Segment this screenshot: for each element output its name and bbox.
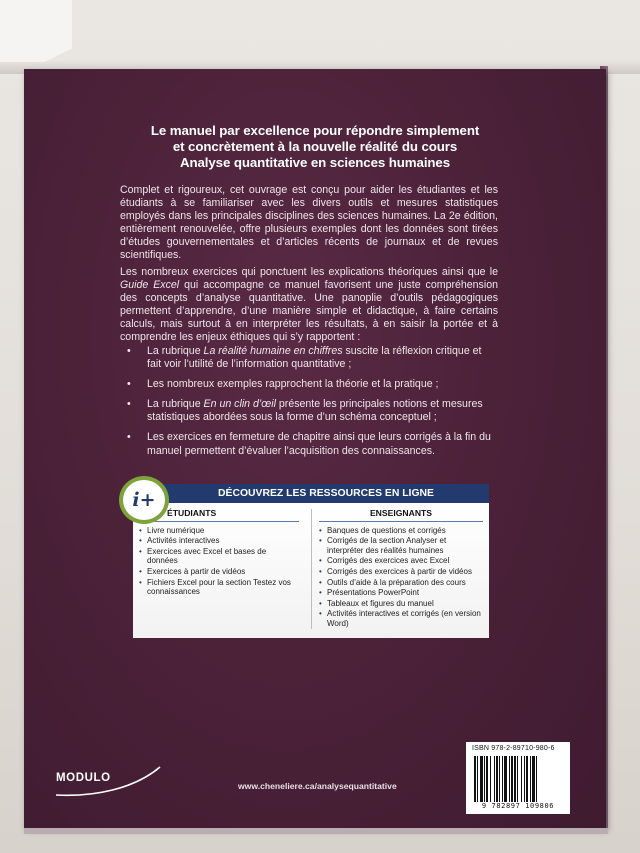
headline-line-2: et concrètement à la nouvelle réalité du cours — [172, 139, 458, 154]
teachers-column — [319, 509, 483, 630]
isbn-digits: 9 782897 109806 — [481, 802, 555, 810]
info-plus-badge-icon: i+ — [119, 476, 169, 524]
teacher-resource-item: • Corrigés de la section Analyser et interpréter des réalités humaines — [319, 536, 483, 555]
teacher-resource-item: • Banques de questions et corrigés — [319, 526, 483, 536]
teacher-resource-item: • Activités interactives et corrigés (en version Word) — [319, 609, 483, 628]
website-url: www.cheneliere.ca/analysequantitative — [238, 781, 397, 791]
teachers-title: ENSEIGNANTS — [369, 508, 433, 518]
divider-rule — [319, 521, 483, 522]
student-resource-item: • Exercices avec Excel et bases de données — [139, 547, 299, 566]
student-resource-item: • Fichiers Excel pour la section Testez vos connaissances — [139, 578, 299, 597]
headline-line-3: Analyse quantitative en sciences humaines — [179, 155, 451, 170]
feature-list — [122, 345, 498, 465]
intro-paragraph-2: Les nombreux exercices qui ponctuent les explications théoriques ainsi que le Guide Excel qui accompagne ce manuel favorisent une juste compréhension des concepts d’analyse quantitative. Une panoplie d’outils pédagogiques permettent d’apprendre, d’une manière simple et didactique, à faire certains calculs, mais surtout à en interpréter les résultats, à en saisir la portée et à comprendre les enjeux éthiques qui s’y rapportent : — [120, 266, 498, 344]
student-resource-item: • Livre numérique — [139, 526, 299, 536]
teacher-resource-item: • Corrigés des exercices avec Excel — [319, 556, 483, 566]
teachers-list — [319, 526, 483, 629]
barcode-icon — [474, 756, 562, 802]
headline-line-1: Le manuel par excellence pour répondre simplement — [150, 123, 480, 138]
divider-rule — [139, 521, 299, 522]
isbn-label: ISBN 978-2-89710-980-6 — [472, 745, 555, 752]
column-divider — [311, 509, 312, 629]
paper-corner — [0, 0, 72, 62]
teacher-resource-item: • Corrigés des exercices à partir de vidéos — [319, 567, 483, 577]
feature-item: • Les exercices en fermeture de chapitre ainsi que leurs corrigés à la fin du manuel permettent d’évaluer l’acquisition des connaissances. — [127, 431, 491, 457]
teacher-resource-item: • Tableaux et figures du manuel — [319, 599, 483, 609]
students-title: ÉTUDIANTS — [167, 508, 217, 518]
online-resources-panel — [133, 484, 489, 638]
student-resource-item: • Exercices à partir de vidéos — [139, 567, 299, 577]
publisher-logo: MODULO — [56, 772, 111, 784]
students-column — [139, 509, 299, 598]
cover-headline — [130, 123, 500, 171]
feature-item: • La rubrique En un clin d’œil présente les principales notions et mesures statistiques abordées sous la forme d’un schéma conceptuel ; — [127, 398, 483, 424]
feature-item: • La rubrique La réalité humaine en chiffres suscite la réflexion critique et fait voir l’utilité de l’information quantitative ; — [127, 345, 482, 371]
resources-body — [133, 503, 489, 638]
student-resource-item: • Activités interactives — [139, 536, 299, 546]
teacher-resource-item: • Outils d’aide à la préparation des cours — [319, 578, 483, 588]
feature-item: • Les nombreux exemples rapprochent la théorie et la pratique ; — [127, 378, 439, 391]
isbn-barcode-box — [466, 742, 570, 814]
intro-paragraph-1: Complet et rigoureux, cet ouvrage est conçu pour aider les étudiantes et les étudiants à se familiariser avec les divers outils et mesures statistiques employés dans les principales disciplines des sciences humaines. La 2e édition, entièrement renouvelée, offre plusieurs exemples dont les données sont tirées d’études gouvernementales et d’articles récents de journaux et de revues scientifiques. — [120, 184, 498, 262]
students-list — [139, 526, 299, 597]
book-bottom-edge — [24, 828, 608, 834]
teacher-resource-item: • Présentations PowerPoint — [319, 588, 483, 598]
resources-header: DÉCOUVREZ LES RESSOURCES EN LIGNE — [133, 484, 489, 503]
